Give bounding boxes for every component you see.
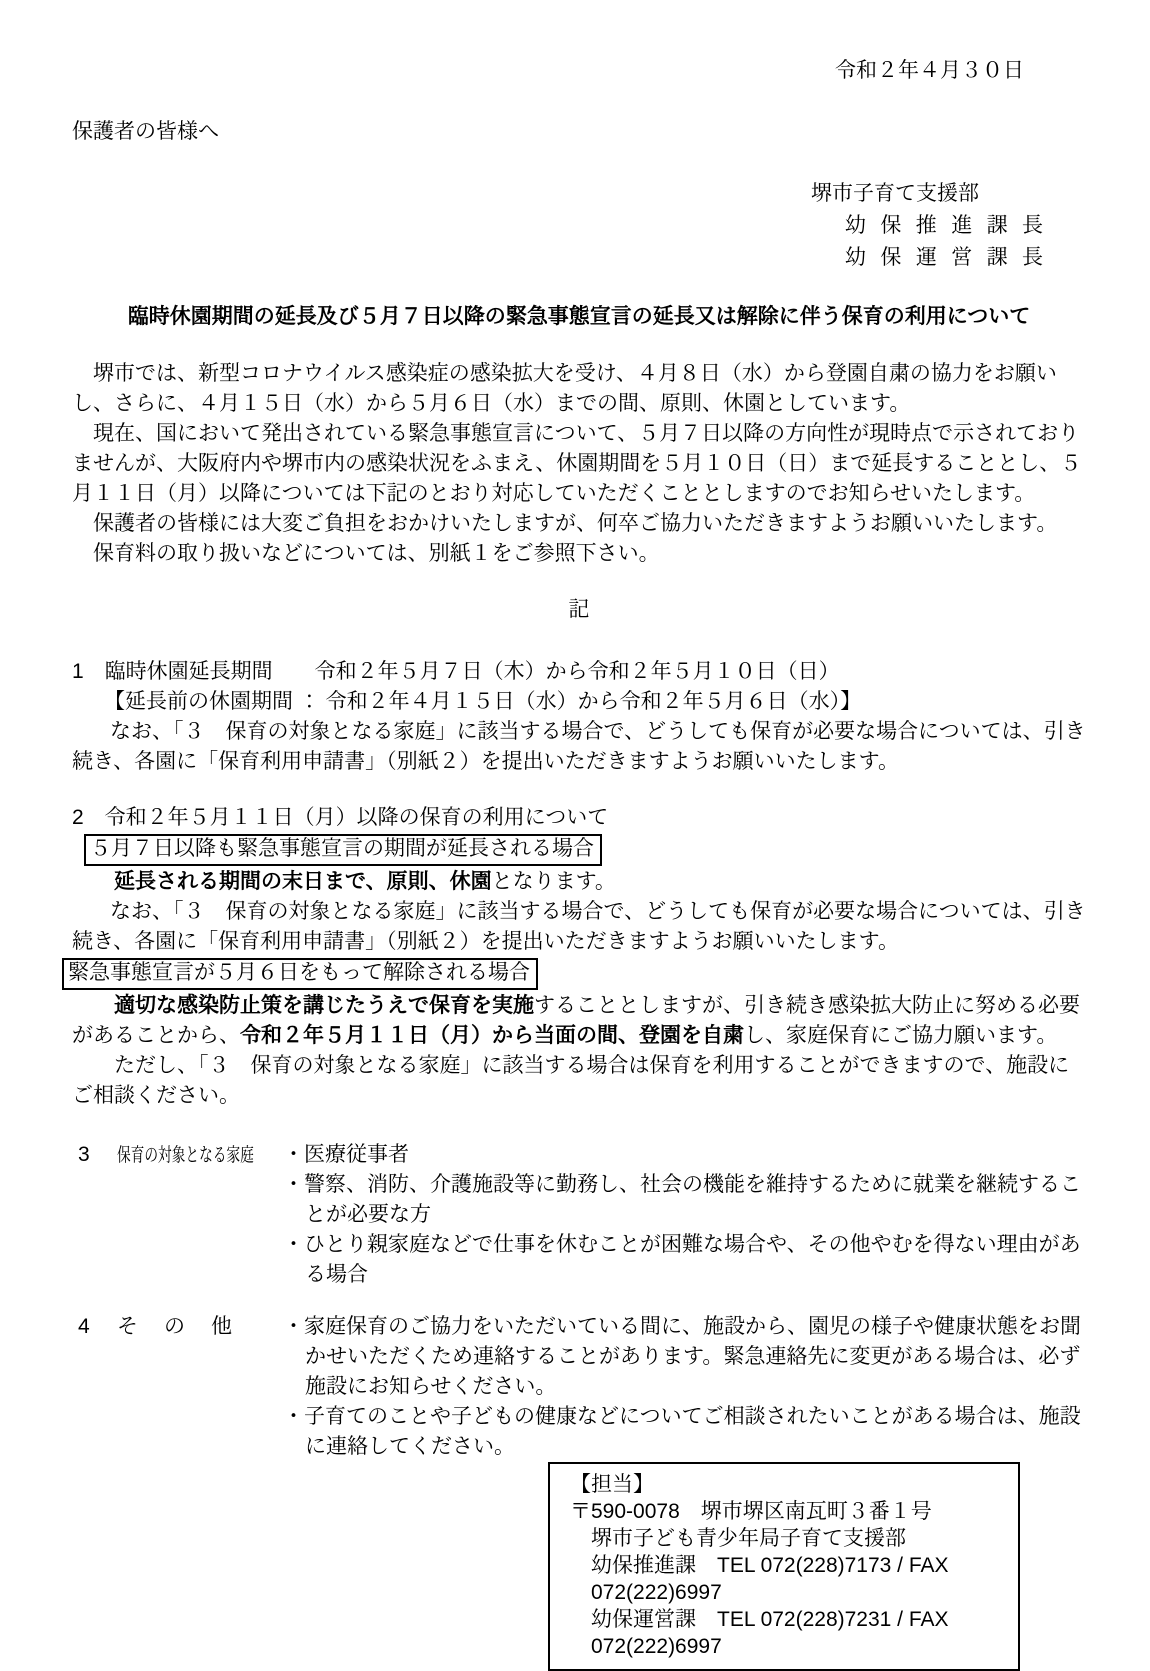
section-1-heading: 1 臨時休園延長期間 令和２年５月７日（木）から令和２年５月１０日（日）	[72, 660, 840, 683]
sender-block	[811, 178, 1043, 274]
section-3-items	[283, 1140, 1086, 1290]
document-date: 令和２年４月３０日	[835, 59, 1024, 82]
case-extended-boxed-heading: ５月７日以降も緊急事態宣言の期間が延長される場合	[84, 834, 602, 866]
case-extended-result	[72, 867, 1086, 897]
list-item: ・家庭保育のご協力をいただいている間に、施設から、園児の様子や健康状態をお聞かせいただくため連絡することがあります。緊急連絡先に変更がある場合は、必ず施設にお知らせください。	[283, 1315, 1081, 1398]
case-lifted-paragraph-1	[72, 991, 1086, 1051]
case-extended-note: なお、「３ 保育の対象となる家庭」に該当する場合で、どうしても保育が必要な場合については、引き続き、各園に「保育利用申請書」（別紙２）を提出いただきますようお願いいたします。	[72, 900, 1086, 953]
case-lifted-boxed-heading: 緊急事態宣言が５月６日をもって解除される場合	[62, 958, 538, 990]
recipient-line: 保護者の皆様へ	[72, 120, 219, 143]
intro-paragraph: 保護者の皆様には大変ご負担をおかけいたしますが、何卒ご協力いただきますようお願いいたします。	[72, 512, 1058, 535]
ki-marker: 記	[568, 598, 590, 621]
list-item: ・警察、消防、介護施設等に勤務し、社会の機能を維持するために就業を継続することが必要な方	[283, 1173, 1081, 1226]
sender-department: 堺市子育て支援部	[811, 182, 979, 205]
case-lifted-bold-2: 令和２年５月１１日（月）から当面の間、登園を自粛	[240, 1024, 744, 1047]
section-2-heading: 2 令和２年５月１１日（月）以降の保育の利用について	[72, 806, 609, 829]
section-3-label: 保育の対象となる家庭	[117, 1145, 254, 1166]
document-content	[68, 0, 1086, 1671]
section-3-label-wrap	[117, 1140, 283, 1171]
case-extended-heading-row	[72, 834, 1086, 866]
contact-box	[548, 1462, 1020, 1671]
sender-officer-operation: 幼 保 運 営 課 長	[845, 246, 1043, 269]
section-4-label-wrap	[117, 1312, 283, 1342]
case-extended-result-bold: 延長される期間の末日まで、原則、休園	[114, 870, 492, 893]
list-item: ・子育てのことや子どもの健康などについてご相談されたいことがある場合は、施設に連絡してください。	[283, 1405, 1081, 1458]
case-extended-result-rest: となります。	[491, 870, 616, 893]
intro-paragraph: 堺市では、新型コロナウイルス感染症の感染拡大を受け、４月８日（水）から登園自粛の協力をお願いし、さらに、４月１５日（水）から５月６日（水）までの間、原則、休園としています。	[72, 362, 1057, 415]
section-1-closure-period	[72, 657, 1086, 777]
section-4-others	[72, 1312, 1086, 1462]
section-1-note: なお、「３ 保育の対象となる家庭」に該当する場合で、どうしても保育が必要な場合については、引き続き、各園に「保育利用申請書」（別紙２）を提出いただきますようお願いいたします。	[72, 720, 1086, 773]
list-item: ・医療従事者	[283, 1143, 409, 1166]
section-1-previous-period: 【延長前の休園期間 ： 令和２年４月１５日（水）から令和２年５月６日（水）】	[104, 690, 862, 713]
contact-tel-promotion: 幼保推進課 TEL 072(228)7173 / FAX 072(222)6997	[591, 1554, 949, 1604]
section-3-eligible-families	[72, 1140, 1086, 1290]
section-2-childcare-use	[68, 803, 1086, 1111]
case-lifted-heading-row	[68, 958, 1086, 990]
contact-heading: 【担当】	[570, 1473, 654, 1496]
case-lifted-paragraph-2: ただし、「３ 保育の対象となる家庭」に該当する場合は保育を利用することができますので、施設にご相談ください。	[72, 1054, 1070, 1107]
intro-paragraph: 保育料の取り扱いなどについては、別紙１をご参照下さい。	[72, 542, 660, 565]
section-3-number: 3	[78, 1143, 90, 1166]
case-lifted-rest: し、家庭保育にご協力願います。	[744, 1024, 1058, 1047]
document-title: 臨時休園期間の延長及び５月７日以降の緊急事態宣言の延長又は解除に伴う保育の利用について	[127, 305, 1031, 328]
list-item: ・ひとり親家庭などで仕事を休むことが困難な場合や、その他やむを得ない理由がある場合	[283, 1233, 1081, 1286]
case-lifted-bold-1: 適切な感染防止策を講じたうえで保育を実施	[114, 994, 534, 1017]
contact-address: 〒590-0078 堺市堺区南瓦町３番１号	[570, 1500, 932, 1523]
section-4-label: そ の 他	[117, 1315, 232, 1338]
intro-block	[72, 359, 1086, 569]
intro-paragraph: 現在、国において発出されている緊急事態宣言について、５月７日以降の方向性が現時点で示されておりませんが、大阪府内や堺市内の感染状況をふまえ、休園期間を５月１０日（日）まで延長することとし、５月１１日（月）以降については下記のとおり対応していただくこととしますのでお知らせいたします。	[72, 422, 1082, 505]
section-4-number: 4	[78, 1315, 90, 1338]
contact-tel-operation: 幼保運営課 TEL 072(228)7231 / FAX 072(222)6997	[591, 1608, 949, 1658]
contact-department: 堺市子ども青少年局子育て支援部	[591, 1527, 906, 1550]
sender-officer-promotion: 幼 保 推 進 課 長	[845, 214, 1043, 237]
case-lifted-mid: することとしますが、引き続き感染拡大防止に努める必要があることから、	[72, 994, 1080, 1047]
section-4-items	[283, 1312, 1086, 1462]
